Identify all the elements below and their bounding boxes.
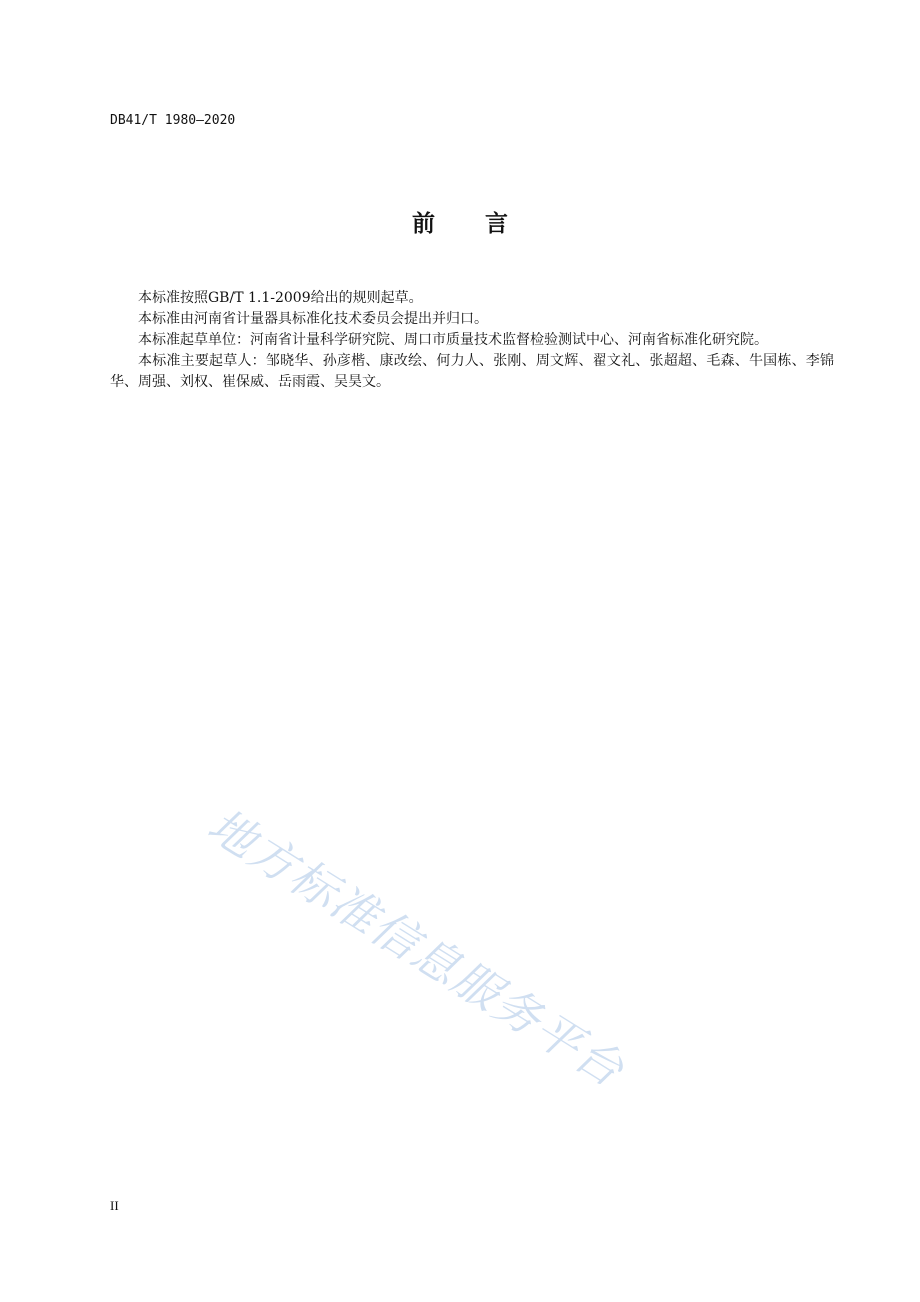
page-number: II [110,1198,119,1213]
paragraph-drafting-units: 本标准起草单位：河南省计量科学研究院、周口市质量技术监督检验测试中心、河南省标准化研究院。 [138,332,768,348]
title-char-1: 前 [412,210,435,237]
page-title [0,205,920,238]
paragraph-proposer: 本标准由河南省计量器具标准化技术委员会提出并归口。 [138,311,488,327]
foreword-body [110,288,834,393]
paragraph-drafters: 本标准主要起草人：邹晓华、孙彦楷、康改绘、何力人、张刚、周文辉、翟文礼、张超超、毛森、牛国栋、李锦华、周强、刘权、崔保威、岳雨霞、吴昊文。 [110,353,834,390]
document-code: DB41/T 1980—2020 [110,113,236,128]
watermark: 地方标准信息服务平台 [198,797,635,1098]
title-char-2: 言 [485,210,508,237]
paragraph-drafting-rules: 本标准按照GB/T 1.1-2009给出的规则起草。 [138,290,423,306]
